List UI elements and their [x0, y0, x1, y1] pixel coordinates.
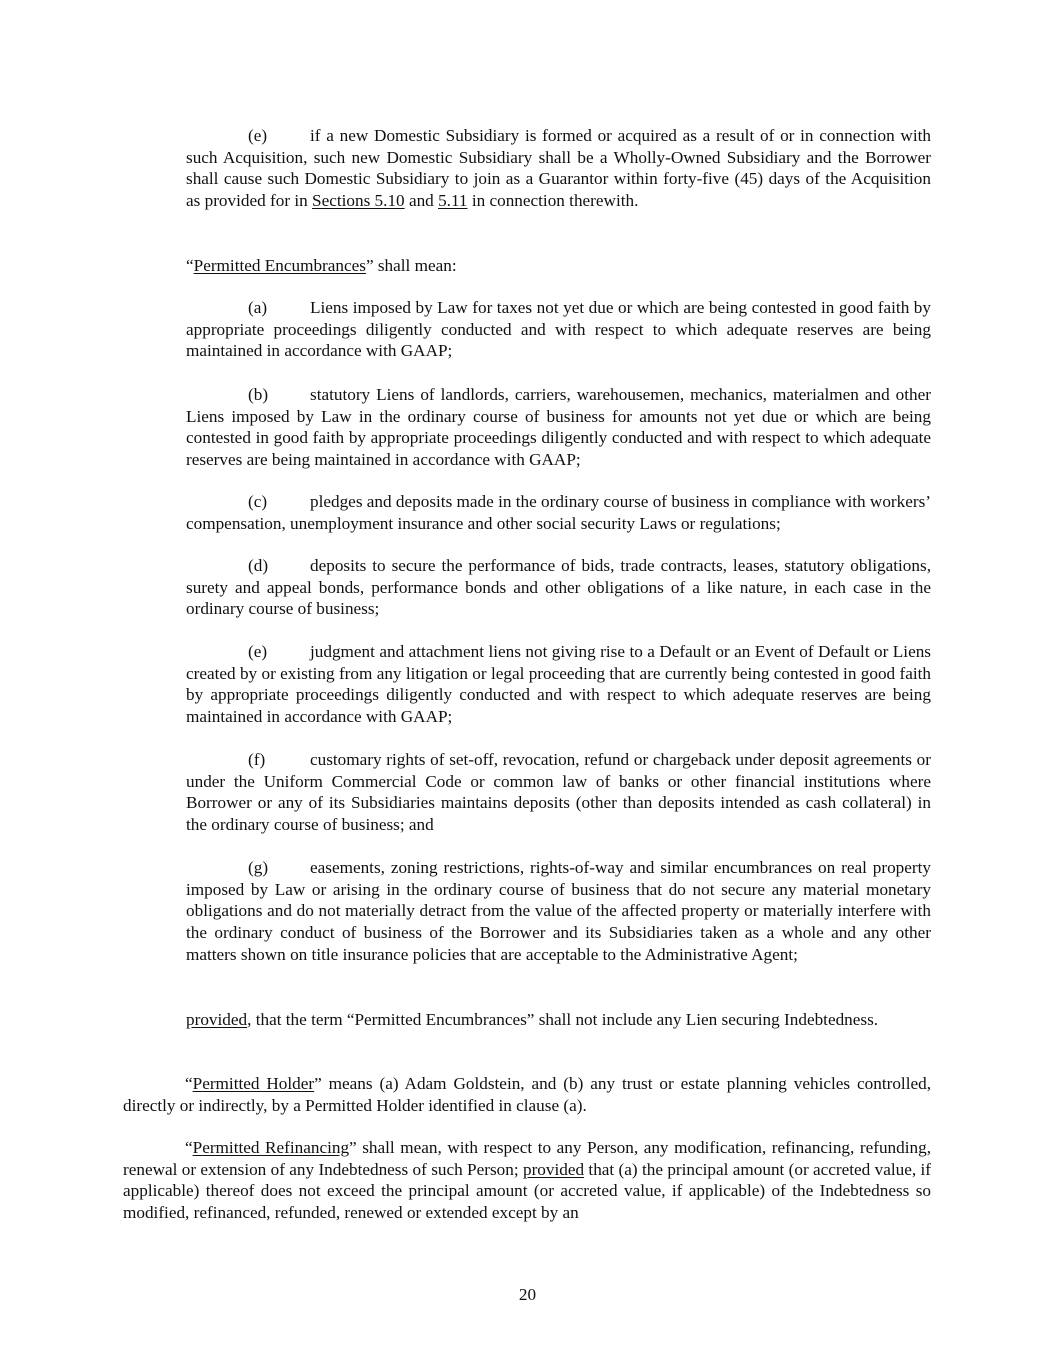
clause-label: (a) [248, 298, 268, 317]
defined-term: Permitted Refinancing [192, 1138, 350, 1157]
clause-text: judgment and attachment liens not giving rise to a Default or an Event of Default or Liens created by or existing from any litigation or legal proceeding that are currently being contested in good faith by appropriate proceedings diligently conducted and with respect to which adequate reserves are being maintained in accordance with GAAP; [186, 642, 931, 727]
clause-label: (e) [248, 126, 268, 145]
clause-text: statutory Liens of landlords, carriers, warehousemen, mechanics, materialmen and other Liens imposed by Law in the ordinary course of business for amounts not yet due or which are being contested in good faith by appropriate proceedings diligently conducted and with respect to which adequate reserves are being maintained in accordance with GAAP; [186, 385, 931, 470]
permitted-refinancing-definition: “Permitted Refinancing” shall mean, with respect to any Person, any modification, refinancing, refunding, renewal or extension of any Indebtedness of such Person; provided that (a) the principal amount (or accreted value, if applicable) thereof does not exceed the principal amount (or accreted value, if applicable) of the Indebtedness so modified, refinanced, refunded, renewed or extended except by an [123, 1138, 932, 1223]
clause-e-continuation: (e) if a new Domestic Subsidiary is formed or acquired as a result of or in connection with such Acquisition, such new Domestic Subsidiary shall be a Wholly-Owned Subsidiary and the Borrower shall cause such Domestic Subsidiary to join as a Guarantor within forty-five (45) days of the Acquisition as provided for in Sections 5.10 and 5.11 in connection therewith. [186, 126, 931, 211]
section-reference[interactable]: 5.11 [438, 191, 468, 211]
encumbrance-proviso: provided, that the term “Permitted Encumbrances” shall not include any Lien securing Indebtedness. [186, 1010, 879, 1029]
clause-label: (e) [248, 642, 268, 661]
clause-label: (c) [248, 492, 268, 511]
page-number: 20 [518, 1285, 537, 1304]
encumbrance-clause-b [186, 384, 931, 471]
defined-term: Permitted Encumbrances [193, 256, 366, 275]
permitted-encumbrances-definition: “Permitted Encumbrances” shall mean: [186, 256, 457, 275]
clause-text: pledges and deposits made in the ordinary course of business in compliance with workers’ compensation, unemployment insurance and other social security Laws or regulations; [186, 492, 931, 533]
clause-label: (d) [248, 556, 269, 575]
encumbrance-clause-d [186, 555, 931, 620]
encumbrance-clause-e [186, 641, 931, 728]
clause-text: Liens imposed by Law for taxes not yet due or which are being contested in good faith by appropriate proceedings diligently conducted and with respect to which adequate reserves are being maintained in accordance with GAAP; [186, 298, 931, 361]
proviso-term: provided [522, 1159, 585, 1179]
section-reference[interactable]: Sections 5.10 [312, 191, 405, 211]
clause-text: easements, zoning restrictions, rights-of-way and similar encumbrances on real property imposed by Law or arising in the ordinary course of business that do not secure any material monetary obligations and do not materially detract from the value of the affected property or materially interfere with the ordinary conduct of business of the Borrower and its Subsidiaries taken as a whole and any other matters shown on title insurance policies that are acceptable to the Administrative Agent; [186, 858, 931, 964]
encumbrance-clause-f [186, 749, 931, 836]
encumbrance-clause-a [186, 297, 931, 362]
clause-label: (f) [248, 750, 266, 769]
clause-text: deposits to secure the performance of bids, trade contracts, leases, statutory obligations, surety and appeal bonds, performance bonds and other obligations of a like nature, in each case in the ordinary course of business; [186, 556, 931, 619]
encumbrance-clause-c [186, 491, 931, 534]
clause-text: if a new Domestic Subsidiary is formed or acquired as a result of or in connection with such Acquisition, such new Domestic Subsidiary shall be a Wholly-Owned Subsidiary and the Borrower shall cause such Domestic Subsidiary to join as a Guarantor within forty-five (45) days of the Acquisition as provided for in [186, 126, 931, 211]
defined-term: Permitted Holder [192, 1074, 315, 1093]
clause-label: (g) [248, 858, 269, 877]
clause-text: customary rights of set-off, revocation, refund or chargeback under deposit agreements or under the Uniform Commercial Code or common law of banks or other financial institutions where Borrower or any of its Subsidiaries maintains deposits (other than deposits intended as cash collateral) in the ordinary course of business; and [186, 750, 931, 835]
permitted-holder-definition: “Permitted Holder” means (a) Adam Goldstein, and (b) any trust or estate planning vehicles controlled, directly or indirectly, by a Permitted Holder identified in clause (a). [123, 1074, 931, 1115]
encumbrance-clause-g [186, 857, 931, 966]
clause-label: (b) [248, 385, 269, 404]
proviso-term: provided [186, 1010, 248, 1029]
